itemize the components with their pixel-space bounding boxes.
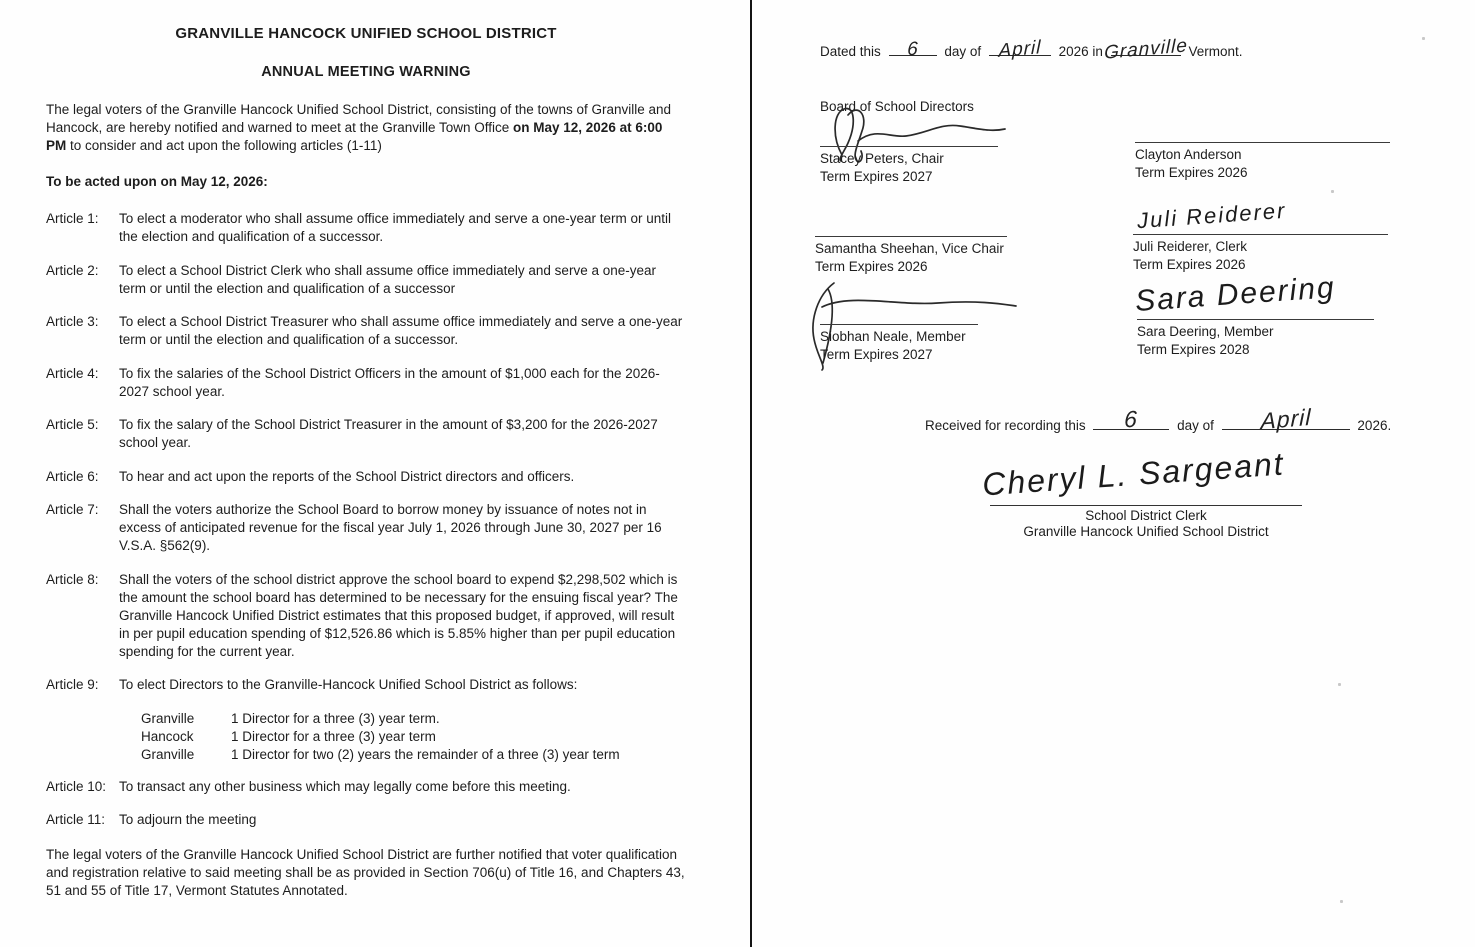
handwritten-month: April <box>1260 403 1312 435</box>
signature-cheryl-sargeant: Cheryl L. Sargeant <box>981 445 1286 503</box>
article-label: Article 5: <box>46 417 99 432</box>
scan-speck <box>1340 900 1343 903</box>
acted-upon-heading: To be acted upon on May 12, 2026: <box>46 174 268 189</box>
signature-line <box>1137 319 1374 320</box>
signer-name: Clayton Anderson <box>1135 147 1242 162</box>
intro-date-bold: on May 12, 2026 at 6:00 PM <box>46 120 663 153</box>
dated-suffix: Vermont. <box>1188 44 1243 59</box>
received-mid: day of <box>1177 418 1214 433</box>
director-desc: 1 Director for two (2) years the remainder of a three (3) year term <box>231 746 620 762</box>
article-text: To fix the salary of the School District Treasurer in the amount of $3,200 for the 2026-2027 school year. <box>119 417 658 450</box>
signer-term: Term Expires 2026 <box>815 258 928 274</box>
director-row <box>141 746 686 764</box>
article-item-3 <box>46 313 686 349</box>
signer-block-juli-reiderer <box>1133 234 1388 273</box>
article-text: Shall the voters authorize the School Board to borrow money by issuance of notes not in excess of anticipated revenue for the fiscal year July 1, 2026 through June 30, 2027 per 16 V.S.A. §562(9). <box>119 502 662 553</box>
article-item-6 <box>46 468 686 486</box>
signer-name: Juli Reiderer, Clerk <box>1133 239 1248 254</box>
handwritten-day: 6 <box>906 38 919 61</box>
article-item-1 <box>46 210 686 246</box>
board-heading: Board of School Directors <box>820 99 974 114</box>
article-label: Article 10: <box>46 778 107 794</box>
signer-block-clayton-anderson <box>1135 142 1390 181</box>
article-label: Article 9: <box>46 677 99 692</box>
received-month-blank <box>1222 403 1350 435</box>
article-label: Article 7: <box>46 502 99 517</box>
article-text: To elect a School District Clerk who shall assume office immediately and serve a one-year term or until the election and qualification of a successor <box>119 262 656 296</box>
article-text: To elect Directors to the Granville-Hancock Unified School District as follows: <box>119 677 578 692</box>
article-label: Article 1: <box>46 211 99 226</box>
signer-block-samantha-sheehan <box>815 236 1007 275</box>
handwritten-day: 6 <box>1124 405 1139 433</box>
article-label: Article 6: <box>46 468 99 484</box>
clerk-organization: Granville Hancock Unified School District <box>1023 524 1269 539</box>
director-desc: 1 Director for a three (3) year term <box>231 728 436 744</box>
article9-director-table <box>141 710 686 764</box>
director-town: Hancock <box>141 728 194 744</box>
scan-speck <box>1422 37 1425 40</box>
dated-month-blank <box>989 37 1051 62</box>
articles-list <box>46 210 686 829</box>
signer-block-siobhan-neale <box>820 324 978 363</box>
signer-term: Term Expires 2027 <box>820 346 933 362</box>
received-prefix: Received for recording this <box>925 418 1086 433</box>
article-text: To hear and act upon the reports of the School District directors and officers. <box>119 468 575 484</box>
received-year: 2026. <box>1357 418 1392 433</box>
signature-line <box>1133 234 1388 235</box>
dated-mid1: day of <box>944 44 982 59</box>
director-row <box>141 710 686 728</box>
signature-sara-deering: Sara Deering <box>1134 271 1337 318</box>
intro-text-after: to consider and act upon the following articles (1-11) <box>66 138 382 153</box>
article-item-4 <box>46 365 686 401</box>
article-label: Article 3: <box>46 314 99 329</box>
article-text: Shall the voters of the school district approve the school board to expend $2,298,502 which is the amount the school board has determined to be necessary for the ensuing fiscal year? The Granville Hancock Unified District estimates that this proposed budget, if approved, will result in per pupil education spending of $12,526.86 which is 5.85% higher than per pupil education spending for the current year. <box>119 571 678 659</box>
signer-term: Term Expires 2026 <box>1133 256 1246 272</box>
signer-term: Term Expires 2027 <box>820 168 933 184</box>
signer-name: Sara Deering, Member <box>1137 324 1274 339</box>
signer-name: Stacey Peters, Chair <box>820 151 944 166</box>
signature-juli-reiderer: Juli Reiderer <box>1136 197 1288 234</box>
signature-line <box>820 324 978 325</box>
handwritten-town: Granville <box>1103 35 1188 64</box>
signer-name: Siobhan Neale, Member <box>820 329 966 344</box>
signature-page <box>752 0 1475 947</box>
scan-speck <box>1331 190 1334 193</box>
article-text: To adjourn the meeting <box>119 812 257 827</box>
closing-paragraph: The legal voters of the Granville Hancock Unified School District are further notified that voter qualification and registration relative to said meeting shall be as provided in Section 706(u) of Title 16, and Chapters 43, 51 and 55 of Title 17, Vermont Statutes Annotated. <box>46 847 685 898</box>
article-item-9 <box>46 676 686 694</box>
page-subtitle: ANNUAL MEETING WARNING <box>261 64 471 80</box>
handwritten-month: April <box>998 37 1042 62</box>
article-text: To elect a School District Treasurer who shall assume office immediately and serve a one-year term or until the election and qualification of a successor. <box>119 314 683 347</box>
intro-paragraph <box>46 101 686 155</box>
article-item-8 <box>46 571 686 661</box>
article-item-10 <box>46 778 686 796</box>
signature-line <box>1135 142 1390 143</box>
dated-day-blank <box>889 38 937 61</box>
dated-line <box>820 35 1243 64</box>
signer-block-sara-deering <box>1137 319 1374 358</box>
article-text: To transact any other business which may legally come before this meeting. <box>119 778 571 794</box>
director-desc: 1 Director for a three (3) year term. <box>231 710 440 726</box>
article-item-2 <box>46 262 686 298</box>
article-item-11 <box>46 811 686 829</box>
article-label: Article 2: <box>46 262 99 278</box>
article-label: Article 8: <box>46 571 99 587</box>
intro-text-before: The legal voters of the Granville Hancock Unified School District, consisting of the towns of Granville and Hancock, are hereby notified and warned to meet at the Granville Town Office <box>46 102 672 135</box>
signer-name: Samantha Sheehan, Vice Chair <box>815 241 1004 256</box>
signer-term: Term Expires 2028 <box>1137 341 1250 357</box>
clerk-signature-line <box>990 505 1302 506</box>
signer-block-stacey-peters <box>820 146 998 185</box>
signature-line <box>815 236 1007 237</box>
scan-speck <box>1338 683 1341 686</box>
received-line <box>925 403 1392 435</box>
article-label: Article 11: <box>46 812 106 827</box>
dated-mid2: 2026 in <box>1058 44 1103 59</box>
director-row <box>141 728 686 746</box>
signer-term: Term Expires 2026 <box>1135 164 1248 180</box>
article-text: To elect a moderator who shall assume office immediately and serve a one-year term or until the election and qualification of a successor. <box>119 211 672 244</box>
page-title: GRANVILLE HANCOCK UNIFIED SCHOOL DISTRICT <box>175 25 557 42</box>
signature-line <box>820 146 998 147</box>
director-town: Granville <box>141 746 195 762</box>
article-item-7 <box>46 501 686 555</box>
article-text: To fix the salaries of the School District Officers in the amount of $1,000 each for the 2026-2027 school year. <box>119 365 660 399</box>
received-day-blank <box>1093 405 1169 433</box>
article-item-5 <box>46 416 686 452</box>
dated-prefix: Dated this <box>820 44 881 59</box>
clerk-title: School District Clerk <box>1085 508 1207 523</box>
director-town: Granville <box>141 710 195 726</box>
dated-town-blank <box>1103 35 1188 64</box>
article-label: Article 4: <box>46 365 99 381</box>
